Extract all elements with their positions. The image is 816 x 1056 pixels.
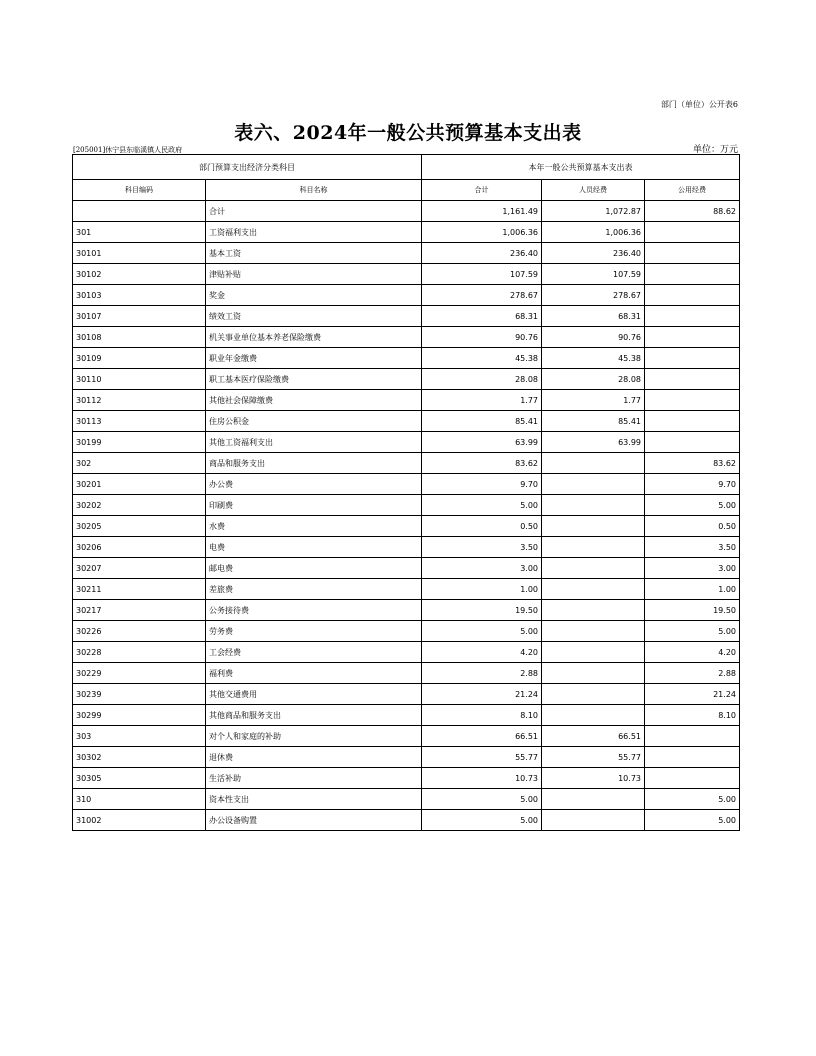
table-row: [73, 789, 740, 810]
row-public-cell: 9.70: [645, 474, 740, 495]
row-name-cell: 办公设备购置: [206, 810, 422, 831]
row-public-cell: 0.50: [645, 516, 740, 537]
row-personnel-cell: [542, 684, 645, 705]
row-name-cell: 印刷费: [206, 495, 422, 516]
row-name-cell: 电费: [206, 537, 422, 558]
row-name-cell: 其他工资福利支出: [206, 432, 422, 453]
row-code-cell: 30302: [73, 747, 206, 768]
row-name-cell: 奖金: [206, 285, 422, 306]
table-row: [73, 726, 740, 747]
table-row: [73, 285, 740, 306]
row-code-cell: 30102: [73, 264, 206, 285]
row-code-cell: 30299: [73, 705, 206, 726]
row-public-cell: [645, 285, 740, 306]
row-public-cell: 3.50: [645, 537, 740, 558]
row-code-cell: 310: [73, 789, 206, 810]
row-personnel-cell: 45.38: [542, 348, 645, 369]
row-name-cell: 机关事业单位基本养老保险缴费: [206, 327, 422, 348]
table-row: [73, 369, 740, 390]
row-public-cell: 2.88: [645, 663, 740, 684]
row-name-cell: 差旅费: [206, 579, 422, 600]
row-name-cell: 对个人和家庭的补助: [206, 726, 422, 747]
row-code-cell: 30112: [73, 390, 206, 411]
row-code-cell: 30113: [73, 411, 206, 432]
row-public-cell: 5.00: [645, 810, 740, 831]
table-row: [73, 705, 740, 726]
budget-table: [72, 154, 740, 831]
table-row: [73, 348, 740, 369]
row-total-cell: 10.73: [422, 768, 542, 789]
row-personnel-cell: [542, 516, 645, 537]
row-name-cell: 合计: [206, 201, 422, 222]
row-total-cell: 63.99: [422, 432, 542, 453]
row-name-cell: 工资福利支出: [206, 222, 422, 243]
row-code-cell: 30229: [73, 663, 206, 684]
row-code-cell: 31002: [73, 810, 206, 831]
row-name-cell: 商品和服务支出: [206, 453, 422, 474]
row-total-cell: 85.41: [422, 411, 542, 432]
row-name-cell: 绩效工资: [206, 306, 422, 327]
row-total-cell: 1.77: [422, 390, 542, 411]
row-code-cell: 30103: [73, 285, 206, 306]
row-name-cell: 办公费: [206, 474, 422, 495]
row-total-cell: 5.00: [422, 495, 542, 516]
row-total-cell: 90.76: [422, 327, 542, 348]
row-total-cell: 3.50: [422, 537, 542, 558]
row-code-cell: 30109: [73, 348, 206, 369]
table-row: [73, 516, 740, 537]
row-code-cell: 30110: [73, 369, 206, 390]
row-public-cell: 83.62: [645, 453, 740, 474]
header-total: 合计: [422, 180, 542, 201]
row-public-cell: 21.24: [645, 684, 740, 705]
row-public-cell: 3.00: [645, 558, 740, 579]
row-personnel-cell: 28.08: [542, 369, 645, 390]
table-row: [73, 243, 740, 264]
row-name-cell: 公务接待费: [206, 600, 422, 621]
table-row: [73, 642, 740, 663]
row-name-cell: 其他交通费用: [206, 684, 422, 705]
table-row: [73, 390, 740, 411]
table-row: [73, 495, 740, 516]
row-code-cell: 30101: [73, 243, 206, 264]
row-personnel-cell: [542, 495, 645, 516]
table-row: [73, 747, 740, 768]
row-code-cell: 30108: [73, 327, 206, 348]
row-name-cell: 资本性支出: [206, 789, 422, 810]
row-public-cell: 5.00: [645, 789, 740, 810]
row-name-cell: 邮电费: [206, 558, 422, 579]
row-public-cell: [645, 222, 740, 243]
row-public-cell: [645, 306, 740, 327]
row-personnel-cell: 63.99: [542, 432, 645, 453]
row-total-cell: 3.00: [422, 558, 542, 579]
table-row: [73, 663, 740, 684]
currency-unit: 单位：万元: [692, 145, 738, 155]
row-public-cell: [645, 768, 740, 789]
row-total-cell: 5.00: [422, 621, 542, 642]
row-total-cell: 5.00: [422, 810, 542, 831]
row-personnel-cell: 278.67: [542, 285, 645, 306]
organization-name: [205001]休宁县东临溪镇人民政府: [73, 146, 183, 154]
row-code-cell: 30206: [73, 537, 206, 558]
row-personnel-cell: [542, 642, 645, 663]
row-code-cell: 30305: [73, 768, 206, 789]
table-row: [73, 306, 740, 327]
row-personnel-cell: 1.77: [542, 390, 645, 411]
table-row: [73, 621, 740, 642]
table-row: [73, 810, 740, 831]
row-code-cell: 30107: [73, 306, 206, 327]
row-name-cell: 退休费: [206, 747, 422, 768]
row-total-cell: 9.70: [422, 474, 542, 495]
row-total-cell: 55.77: [422, 747, 542, 768]
row-name-cell: 工会经费: [206, 642, 422, 663]
table-row: [73, 201, 740, 222]
row-name-cell: 基本工资: [206, 243, 422, 264]
row-code-cell: 30199: [73, 432, 206, 453]
row-code-cell: 30201: [73, 474, 206, 495]
row-public-cell: [645, 747, 740, 768]
row-name-cell: 水费: [206, 516, 422, 537]
row-public-cell: [645, 390, 740, 411]
table-header-group-row: [73, 155, 740, 180]
header-group-left: 部门预算支出经济分类科目: [73, 155, 422, 180]
table-row: [73, 558, 740, 579]
row-public-cell: [645, 348, 740, 369]
table-row: [73, 222, 740, 243]
row-name-cell: 职业年金缴费: [206, 348, 422, 369]
row-total-cell: 45.38: [422, 348, 542, 369]
row-personnel-cell: 68.31: [542, 306, 645, 327]
header-group-right: 本年一般公共预算基本支出表: [422, 155, 740, 180]
row-public-cell: 8.10: [645, 705, 740, 726]
row-public-cell: 5.00: [645, 495, 740, 516]
row-name-cell: 劳务费: [206, 621, 422, 642]
header-public: 公用经费: [645, 180, 740, 201]
row-personnel-cell: 66.51: [542, 726, 645, 747]
row-personnel-cell: 236.40: [542, 243, 645, 264]
row-public-cell: [645, 369, 740, 390]
table-row: [73, 453, 740, 474]
row-total-cell: 68.31: [422, 306, 542, 327]
row-code-cell: 30239: [73, 684, 206, 705]
row-public-cell: [645, 264, 740, 285]
row-personnel-cell: 1,006.36: [542, 222, 645, 243]
page-title: 表六、2024年一般公共预算基本支出表: [234, 122, 582, 144]
row-personnel-cell: [542, 621, 645, 642]
table-row: [73, 579, 740, 600]
row-code-cell: 30207: [73, 558, 206, 579]
row-total-cell: 2.88: [422, 663, 542, 684]
row-code-cell: 30202: [73, 495, 206, 516]
table-row: [73, 474, 740, 495]
row-personnel-cell: [542, 558, 645, 579]
row-public-cell: 88.62: [645, 201, 740, 222]
row-name-cell: 津贴补贴: [206, 264, 422, 285]
table-row: [73, 768, 740, 789]
table-row: [73, 411, 740, 432]
row-name-cell: 福利费: [206, 663, 422, 684]
table-row: [73, 684, 740, 705]
row-total-cell: 21.24: [422, 684, 542, 705]
row-personnel-cell: 55.77: [542, 747, 645, 768]
row-code-cell: 302: [73, 453, 206, 474]
row-public-cell: [645, 411, 740, 432]
row-total-cell: 28.08: [422, 369, 542, 390]
row-personnel-cell: [542, 537, 645, 558]
row-total-cell: 8.10: [422, 705, 542, 726]
row-total-cell: 1.00: [422, 579, 542, 600]
row-total-cell: 278.67: [422, 285, 542, 306]
row-total-cell: 66.51: [422, 726, 542, 747]
table-row: [73, 600, 740, 621]
row-personnel-cell: [542, 705, 645, 726]
row-total-cell: 5.00: [422, 789, 542, 810]
row-name-cell: 其他社会保障缴费: [206, 390, 422, 411]
row-personnel-cell: 10.73: [542, 768, 645, 789]
row-personnel-cell: 90.76: [542, 327, 645, 348]
row-name-cell: 住房公积金: [206, 411, 422, 432]
row-name-cell: 职工基本医疗保险缴费: [206, 369, 422, 390]
row-total-cell: 0.50: [422, 516, 542, 537]
row-total-cell: 83.62: [422, 453, 542, 474]
row-public-cell: [645, 327, 740, 348]
row-code-cell: 30228: [73, 642, 206, 663]
header-code: 科目编码: [73, 180, 206, 201]
document-code: 部门（单位）公开表6: [660, 100, 738, 109]
row-personnel-cell: [542, 579, 645, 600]
row-public-cell: 1.00: [645, 579, 740, 600]
row-code-cell: 301: [73, 222, 206, 243]
row-code-cell: 30211: [73, 579, 206, 600]
row-total-cell: 107.59: [422, 264, 542, 285]
row-personnel-cell: 85.41: [542, 411, 645, 432]
table-header-row: [73, 180, 740, 201]
row-personnel-cell: [542, 600, 645, 621]
row-personnel-cell: [542, 453, 645, 474]
row-code-cell: 30205: [73, 516, 206, 537]
row-personnel-cell: [542, 810, 645, 831]
row-personnel-cell: [542, 474, 645, 495]
row-code-cell: 30217: [73, 600, 206, 621]
table-body: [73, 201, 740, 831]
row-public-cell: 19.50: [645, 600, 740, 621]
row-public-cell: 5.00: [645, 621, 740, 642]
row-total-cell: 4.20: [422, 642, 542, 663]
row-total-cell: 19.50: [422, 600, 542, 621]
row-public-cell: 4.20: [645, 642, 740, 663]
row-personnel-cell: 107.59: [542, 264, 645, 285]
table-row: [73, 327, 740, 348]
row-personnel-cell: [542, 663, 645, 684]
table-row: [73, 432, 740, 453]
header-name: 科目名称: [206, 180, 422, 201]
row-total-cell: 1,006.36: [422, 222, 542, 243]
row-total-cell: 236.40: [422, 243, 542, 264]
row-public-cell: [645, 243, 740, 264]
row-public-cell: [645, 432, 740, 453]
row-total-cell: 1,161.49: [422, 201, 542, 222]
row-name-cell: 其他商品和服务支出: [206, 705, 422, 726]
table-row: [73, 264, 740, 285]
row-code-cell: [73, 201, 206, 222]
row-personnel-cell: [542, 789, 645, 810]
row-code-cell: 303: [73, 726, 206, 747]
header-personnel: 人员经费: [542, 180, 645, 201]
table-row: [73, 537, 740, 558]
row-name-cell: 生活补助: [206, 768, 422, 789]
row-public-cell: [645, 726, 740, 747]
row-personnel-cell: 1,072.87: [542, 201, 645, 222]
row-code-cell: 30226: [73, 621, 206, 642]
